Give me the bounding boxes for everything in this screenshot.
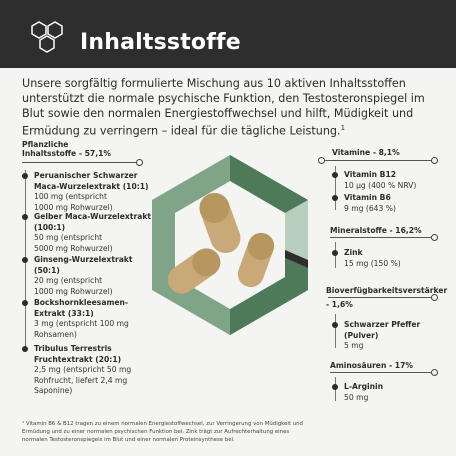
page-title: Inhaltsstoffe xyxy=(80,30,241,55)
footnote-line1: ¹ Vitamin B6 & B12 tragen zu einem normalen Energiestoffwechsel, zur Verringerung von Müdigkeit und xyxy=(22,421,303,427)
item-detail: 10 µg (400 % NRV) xyxy=(344,180,417,190)
mineral-label: Mineralstoffe - 16,2% xyxy=(330,226,422,235)
item-name: (50:1) xyxy=(34,265,60,275)
left-category-line2: Inhaltsstoffe - 57,1% xyxy=(22,149,111,158)
item-detail: 3 mg (entspricht 100 mg xyxy=(34,319,129,328)
vitamine-connector-dot xyxy=(318,157,325,164)
list-item xyxy=(344,320,420,352)
item-detail: 5 mg xyxy=(344,341,364,350)
item-name: Vitamin B6 xyxy=(344,193,391,202)
intro-body: Unsere sorgfältig formulierte Mischung aus 10 aktiven Inhaltsstoffen unterstützt die normale psychische Funktion, den Testosteronspiegel im Blut sowie den normalen Energiestoffwechsel und hilft, Müdigkeit und Ermüdung zu verringern – ideal für die tägliche Leistung. xyxy=(22,77,425,138)
bullet-icon xyxy=(22,257,28,263)
left-category-label xyxy=(22,140,111,158)
item-detail: 2,5 mg (entspricht 50 mg xyxy=(34,365,132,374)
item-name: L-Arginin xyxy=(344,382,384,391)
vitamine-line xyxy=(325,160,435,161)
bio-end-dot xyxy=(431,294,438,301)
item-detail: 50 mg (entspricht xyxy=(34,233,103,242)
footnote xyxy=(22,420,442,444)
list-item xyxy=(344,382,383,403)
bullet-icon xyxy=(22,300,28,306)
item-name: Zink xyxy=(344,248,363,257)
vitamine-label: Vitamine - 8,1% xyxy=(332,148,400,157)
footnote-line3: normalen Testosteronspiegels im Blut und einer normalen Proteinsynthese bei. xyxy=(22,437,235,443)
item-name: (Pulver) xyxy=(344,330,379,340)
intro-text xyxy=(22,76,442,139)
item-detail: 20 mg (entspricht xyxy=(34,276,103,285)
item-detail: 9 mg (643 %) xyxy=(344,203,396,213)
item-detail: 1000 mg Rohwurzel) xyxy=(34,202,113,212)
left-category-line1: Pflanzliche xyxy=(22,140,69,149)
amino-end-dot xyxy=(431,369,438,376)
item-name: Schwarzer Pfeffer xyxy=(344,320,421,329)
bullet-icon xyxy=(332,250,338,256)
item-name: Maca-Wurzelextrakt (10:1) xyxy=(34,181,149,191)
item-detail: 1000 mg Rohwurzel) xyxy=(34,286,113,296)
bullet-icon xyxy=(332,384,338,390)
bio-label-2: - 1,6% xyxy=(326,300,353,309)
left-category-underline xyxy=(22,162,140,163)
item-name: Peruanischer Schwarzer xyxy=(34,171,138,180)
bullet-icon xyxy=(22,346,28,352)
hexagon-logo-icon xyxy=(22,18,72,58)
bullet-icon xyxy=(332,195,338,201)
item-detail: Rohsamen) xyxy=(34,329,77,339)
item-name: Gelber Maca-Wurzelextrakt xyxy=(34,212,152,221)
list-item xyxy=(344,248,401,269)
list-item xyxy=(34,212,151,254)
item-name: Tribulus Terrestris xyxy=(34,344,112,353)
item-detail: 50 mg xyxy=(344,392,369,402)
amino-label: Aminosäuren - 17% xyxy=(330,361,413,370)
vitamine-end-dot xyxy=(431,157,438,164)
item-name: Ginseng-Wurzelextrakt xyxy=(34,255,133,264)
footnote-mark: 1 xyxy=(340,124,346,132)
item-detail: Rohfrucht, liefert 2,4 mg xyxy=(34,375,128,385)
item-detail: 15 mg (150 %) xyxy=(344,258,401,268)
item-detail: Saponine) xyxy=(34,386,73,395)
bullet-icon xyxy=(332,322,338,328)
list-item xyxy=(34,344,131,397)
bio-vertical-line xyxy=(335,314,336,348)
item-detail: 100 mg (entspricht xyxy=(34,192,107,201)
footnote-line2: Ermüdung und zu einer normalen psychischen Funktion bei. Zink trägt zur Aufrechterhaltung eines xyxy=(22,429,290,435)
list-item xyxy=(344,193,396,214)
hexagon-capsule-graphic xyxy=(135,150,325,340)
item-name: Bockshornkleesamen- xyxy=(34,298,129,307)
item-detail: 5000 mg Rohwurzel) xyxy=(34,243,113,253)
list-item xyxy=(34,255,133,297)
bio-line xyxy=(328,297,435,298)
list-item xyxy=(34,298,129,340)
bullet-icon xyxy=(332,172,338,178)
amino-line xyxy=(330,372,435,373)
item-name: (100:1) xyxy=(34,222,66,232)
mineral-end-dot xyxy=(431,234,438,241)
item-name: Extrakt (33:1) xyxy=(34,308,94,318)
item-name: Vitamin B12 xyxy=(344,170,397,179)
item-name: Fruchtextrakt (20:1) xyxy=(34,354,122,364)
bullet-icon xyxy=(22,173,28,179)
mineral-line xyxy=(330,237,435,238)
bullet-icon xyxy=(22,214,28,220)
bio-label: Bioverfügbarkeitsverstärker xyxy=(326,286,448,295)
list-item xyxy=(344,170,416,191)
list-item xyxy=(34,171,149,213)
